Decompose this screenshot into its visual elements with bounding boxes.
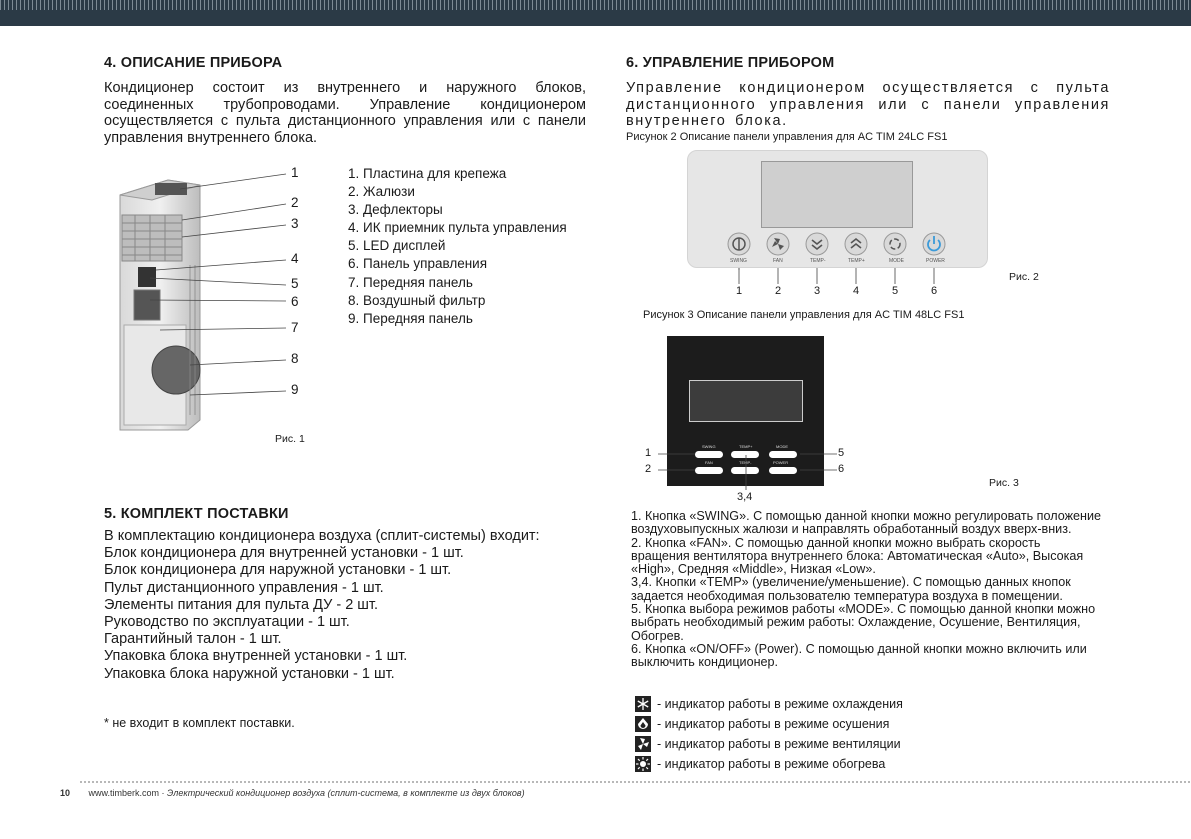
panel-display xyxy=(689,380,803,422)
list-item: 8. Воздушный фильтр xyxy=(348,292,486,308)
indicator-row xyxy=(635,734,903,754)
figure-2-title: Рисунок 2 Описание панели управления для AC TIM 24LC FS1 xyxy=(626,131,948,143)
fig2-leaders xyxy=(718,266,958,286)
button-label: MODE xyxy=(889,258,904,264)
callout-number: 4 xyxy=(853,285,860,297)
section-6-text: Управление кондиционером осуществляется с пульта дистанционного управления или с панели управления внутреннего блока. xyxy=(626,80,1110,129)
kit-list xyxy=(104,528,584,683)
list-item: 3. Дефлекторы xyxy=(348,202,443,218)
section-6-paragraph xyxy=(626,80,1110,130)
indicator-row xyxy=(635,694,903,714)
callout-number: 1 xyxy=(291,165,299,180)
list-item: Элементы питания для пульта ДУ - 2 шт. xyxy=(104,596,378,613)
figure-3-title: Рисунок 3 Описание панели управления для AC TIM 48LC FS1 xyxy=(643,309,965,321)
list-item: 1. Пластина для крепежа xyxy=(348,166,507,181)
callout-number: 1 xyxy=(736,285,743,297)
description-line: выключить кондиционер. xyxy=(631,655,779,670)
footer-divider xyxy=(80,781,1190,783)
callout-number: 3,4 xyxy=(737,491,753,503)
list-item: 2. Жалюзи xyxy=(348,184,415,200)
list-item: 6. Панель управления xyxy=(348,256,488,272)
kit-footnote: * не входит в комплект поставки. xyxy=(104,716,295,730)
swing-button[interactable] xyxy=(728,233,750,255)
header-stripes xyxy=(0,0,1191,10)
list-item: Упаковка блока наружной установки - 1 шт. xyxy=(104,665,395,682)
fig3-leaders xyxy=(650,445,840,495)
callout-number: 6 xyxy=(838,463,845,475)
callout-number: 6 xyxy=(931,285,938,297)
section-4-paragraph xyxy=(104,80,586,146)
temp-up-button[interactable] xyxy=(845,233,867,255)
top-header-bar xyxy=(0,0,1191,26)
footer xyxy=(60,788,525,798)
callout-number: 2 xyxy=(775,285,782,297)
figure-3-caption: Рис. 3 xyxy=(989,477,1019,489)
list-item: 7. Передняя панель xyxy=(348,274,473,290)
control-panel xyxy=(134,290,160,320)
description-line: 5. Кнопка выбора режимов работы «MODE». С помощью данной кнопки можно xyxy=(631,602,1096,617)
button-descriptions xyxy=(631,510,1121,670)
list-item: Блок кондиционера для наружной установки - 1 шт. xyxy=(104,562,452,579)
list-item: 4. ИК приемник пульта управления xyxy=(348,220,567,236)
list-item: Гарантийный талон - 1 шт. xyxy=(104,631,282,648)
description-line: 3,4. Кнопки «TEMP» (увеличение/уменьшение). С помощью данных кнопок xyxy=(631,575,1071,590)
button-label: FAN xyxy=(705,460,713,465)
button-label: TEMP+ xyxy=(848,258,865,264)
callout-number: 6 xyxy=(291,294,299,309)
description-line: 2. Кнопка «FAN». С помощью данной кнопки можно выбрать скорость xyxy=(631,535,1041,550)
callout-number: 3 xyxy=(814,285,821,297)
description-line: 6. Кнопка «ON/OFF» (Power). С помощью данной кнопки можно включить или xyxy=(631,641,1087,656)
dry-mode-icon xyxy=(635,716,651,732)
parts-list xyxy=(348,165,567,328)
description-line: вращения вентилятора внутреннего блока: Автоматическая «Auto», Высокая xyxy=(631,548,1084,563)
fan-icon xyxy=(635,736,651,752)
figure-1-caption: Рис. 1 xyxy=(275,433,305,445)
power-button[interactable] xyxy=(923,233,945,255)
callout-number: 2 xyxy=(645,463,652,475)
description-line: «High», Средняя «Middle», Низкая «Low». xyxy=(631,562,876,577)
button-label: FAN xyxy=(773,258,783,264)
indicator-text: - индикатор работы в режиме охлаждения xyxy=(657,697,903,711)
led-display xyxy=(138,267,156,287)
description-line: Обогрев. xyxy=(631,628,684,643)
button-label: TEMP- xyxy=(739,460,752,465)
list-item: Блок кондиционера для внутренней установки - 1 шт. xyxy=(104,545,464,562)
page-number: 10 xyxy=(60,788,71,798)
indicator-row xyxy=(635,754,903,774)
sun-icon xyxy=(635,756,651,772)
callout-number: 7 xyxy=(291,320,299,335)
figure-2-caption: Рис. 2 xyxy=(1009,271,1039,283)
list-item: Руководство по эксплуатации - 1 шт. xyxy=(104,614,350,631)
callout-number: 4 xyxy=(291,251,299,266)
list-item: Упаковка блока внутренней установки - 1 шт. xyxy=(104,648,408,665)
description-line: воздуховыпускных жалюзи и направлять обработанный воздух вверх-вниз. xyxy=(631,522,1072,537)
indicator-text: - индикатор работы в режиме осушения xyxy=(657,717,890,731)
callout-number: 2 xyxy=(291,195,299,210)
callout-number: 5 xyxy=(892,285,899,297)
button-label: SWING xyxy=(702,444,716,449)
callout-number: 9 xyxy=(291,382,299,397)
description-line: 1. Кнопка «SWING». С помощью данной кнопки можно регулировать положение xyxy=(631,509,1102,523)
button-label: MODE xyxy=(776,444,788,449)
callout-number: 5 xyxy=(291,276,299,291)
callout-number: 3 xyxy=(291,216,299,231)
list-item: 5. LED дисплей xyxy=(348,238,446,254)
indicator-text: - индикатор работы в режиме обогрева xyxy=(657,757,886,771)
section-4-title: 4. ОПИСАНИЕ ПРИБОРА xyxy=(104,55,283,71)
list-item: 9. Передняя панель xyxy=(348,310,473,326)
button-label: TEMP+ xyxy=(739,444,753,449)
temp-down-button[interactable] xyxy=(806,233,828,255)
button-label: TEMP- xyxy=(810,258,826,264)
list-item: В комплектацию кондиционера воздуха (сплит-системы) входит: xyxy=(104,528,540,544)
button-label: POWER xyxy=(773,460,789,465)
louvers xyxy=(122,215,182,261)
section-4-text: Кондиционер состоит из внутреннего и наружного блоков, соединенных трубопроводами. Управление кондиционером осуществляется с пульта дистанционного управления или с панели управления внутреннего блока. xyxy=(104,80,586,146)
button-label: POWER xyxy=(926,258,945,264)
panel-display xyxy=(761,161,913,228)
description-line: задается необходимая пользователю температура воздуха в помещении. xyxy=(631,588,1063,603)
section-5-title: 5. КОМПЛЕКТ ПОСТАВКИ xyxy=(104,506,289,522)
air-filter xyxy=(152,346,200,394)
snowflake-icon xyxy=(635,696,651,712)
mode-indicators xyxy=(635,694,903,774)
indicator-row xyxy=(635,714,903,734)
callout-number: 5 xyxy=(838,447,845,459)
description-line: выбрать необходимый режим работы: Охлаждение, Осушение, Вентиляция, xyxy=(631,615,1081,630)
callout-number: 8 xyxy=(291,351,299,366)
mode-button[interactable] xyxy=(884,233,906,255)
fig2-numbers xyxy=(718,285,958,299)
button-label: SWING xyxy=(730,258,747,264)
indicator-text: - индикатор работы в режиме вентиляции xyxy=(657,737,901,751)
fan-button[interactable] xyxy=(767,233,789,255)
list-item: Пульт дистанционного управления - 1 шт. xyxy=(104,579,384,596)
footer-site[interactable]: www.timberk.com xyxy=(88,788,160,798)
footer-text: · Электрический кондиционер воздуха (сплит-система, в комплекте из двух блоков) xyxy=(159,788,525,798)
indoor-unit-figure xyxy=(100,165,310,435)
callout-number: 1 xyxy=(645,447,652,459)
section-6-title: 6. УПРАВЛЕНИЕ ПРИБОРОМ xyxy=(626,55,835,71)
